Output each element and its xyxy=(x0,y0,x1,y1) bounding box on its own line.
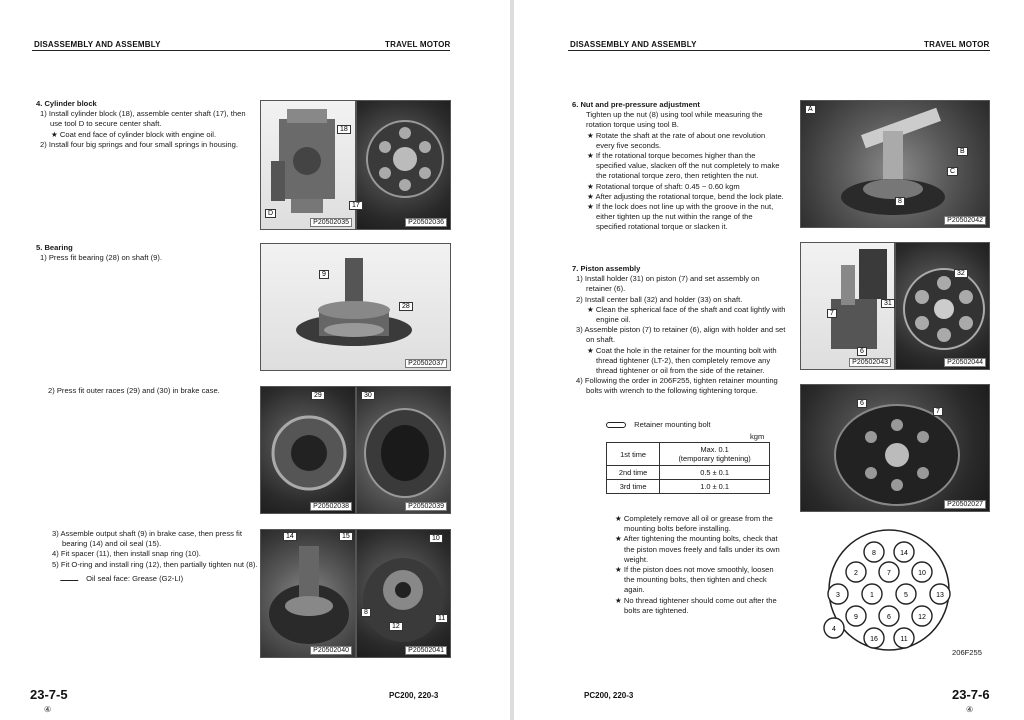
section-5-step-1: 1) Press fit bearing (28) on shaft (9). xyxy=(40,253,162,263)
section-7-title: 7. Piston assembly xyxy=(572,264,641,273)
photo-tag: 6 xyxy=(857,347,867,356)
table-cell: 1.0 ± 0.1 xyxy=(660,480,770,494)
section-7-step-4: 4) Following the order in 206F255, tighten retainer mounting bolts with wrench to the following tightening torque. xyxy=(576,376,778,396)
photo-tag: 9 xyxy=(319,270,329,279)
bolt-order-number: 4 xyxy=(832,626,836,633)
right-page xyxy=(514,0,1024,720)
page-number: 23-7-5 xyxy=(30,687,68,702)
photo-tag: 10 xyxy=(429,534,443,543)
section-7-final-notes xyxy=(600,514,786,616)
section-5-title: 5. Bearing xyxy=(36,243,73,252)
section-7-note-d: ★ No thread tightener should come out after the bolts are tightened. xyxy=(615,595,777,615)
bolt-order-number: 5 xyxy=(904,592,908,599)
grease-icon xyxy=(60,574,82,581)
section-7-step-2: 2) Install center ball (32) and holder (33) on shaft. xyxy=(576,294,743,304)
section-4-note-1: ★ Coat end face of cylinder block with engine oil. xyxy=(51,129,217,139)
section-4-step-1: 1) Install cylinder block (18), assemble center shaft (17), then use tool D to secure center shaft. xyxy=(40,109,246,129)
photo-nut xyxy=(356,529,451,658)
nut-illustration xyxy=(357,530,452,659)
left-page xyxy=(0,0,510,720)
section-6-note-3: ★ Rotational torque of shaft: 0.45 ~ 0.60 kgm xyxy=(587,181,740,191)
bolt-order-number: 14 xyxy=(900,550,908,557)
photo-tag: 11 xyxy=(435,614,448,623)
section-7-step-1: 1) Install holder (31) on piston (7) and set assembly on retainer (6). xyxy=(576,274,760,294)
photo-cylinder-top xyxy=(352,100,451,230)
section-7-note-a: ★ Completely remove all oil or grease from the mounting bolts before installing. xyxy=(615,514,773,534)
section-5-step-2: 2) Press fit outer races (29) and (30) in brake case. xyxy=(48,386,220,395)
table-cell: 0.5 ± 0.1 xyxy=(660,466,770,480)
section-5-step-3: 3) Assemble output shaft (9) in brake case, then press fit bearing (14) and oil seal (15). xyxy=(52,529,242,549)
bolt-order-number: 3 xyxy=(836,592,840,599)
bolt-label-row xyxy=(606,420,786,430)
table-row xyxy=(607,480,770,494)
header-right-section: TRAVEL MOTOR xyxy=(924,40,990,49)
section-4-title: 4. Cylinder block xyxy=(36,99,97,108)
header-rule xyxy=(32,50,450,51)
photo-tag: A xyxy=(805,105,816,114)
page-revision: ④ xyxy=(44,705,52,714)
bolt-order-diagram xyxy=(814,528,964,656)
photo-outer-race-30 xyxy=(356,386,451,514)
cylinder-illustration xyxy=(357,101,452,231)
section-4 xyxy=(36,99,248,150)
photo-bearing xyxy=(260,243,451,371)
photo-tag: 7 xyxy=(933,407,943,416)
section-7-step-3: 3) Assemble piston (7) to retainer (6), align with holder and set on shaft. xyxy=(576,325,786,345)
bolt-order-number: 6 xyxy=(887,614,891,621)
photo-output-shaft xyxy=(260,529,356,658)
photo-cylinder-block xyxy=(260,100,356,230)
section-5-step-2-block xyxy=(48,386,258,396)
photo-tag: 31 xyxy=(881,299,895,308)
section-7 xyxy=(572,264,786,397)
table-cell: 1st time xyxy=(607,443,660,466)
photo-tag: C xyxy=(947,167,958,176)
photo-tag: 7 xyxy=(827,309,837,318)
section-5 xyxy=(36,243,248,263)
section-6-intro: Tighten up the nut (8) using tool while measuring the rotation torque using tool B. xyxy=(586,110,763,130)
header-rule xyxy=(568,50,990,51)
bolt-order-number: 13 xyxy=(936,592,944,599)
torque-tool-illustration xyxy=(801,101,991,229)
photo-tag: 17 xyxy=(349,201,363,210)
photo-outer-race-29 xyxy=(260,386,356,514)
photo-retainer xyxy=(800,384,990,512)
model-label: PC200, 220-3 xyxy=(584,691,634,700)
bolt-label: Retainer mounting bolt xyxy=(634,420,711,429)
torque-wrench-icon xyxy=(606,422,626,428)
bolt-order-number: 12 xyxy=(918,614,926,621)
section-5-step-5: 5) Fit O-ring and install ring (12), then partially tighten nut (8). xyxy=(52,559,258,569)
bearing-illustration xyxy=(261,244,452,372)
oil-seal-note xyxy=(48,574,258,584)
bolt-order-number: 16 xyxy=(870,636,878,643)
section-7-note-b: ★ After tightening the mounting bolts, check that the piston moves freely and falls under its own weight. xyxy=(615,534,780,564)
bolt-order-number: 7 xyxy=(887,570,891,577)
section-6-note-2: ★ If the rotational torque becomes higher than the specified value, slacken off the nut completely to make the rotational torque zero, then retighten the nut. xyxy=(587,151,780,181)
photo-caption: P20502037 xyxy=(405,359,447,368)
header-left-title: DISASSEMBLY AND ASSEMBLY xyxy=(34,40,161,49)
bolt-order-number: 2 xyxy=(854,570,858,577)
oil-seal-text: Oil seal face: Grease (G2-LI) xyxy=(86,573,184,583)
photo-tag: D xyxy=(265,209,276,218)
retainer-illustration xyxy=(896,243,991,371)
section-6-note-1: ★ Rotate the shaft at the rate of about one revolution every five seconds. xyxy=(587,130,766,150)
photo-tag: B xyxy=(957,147,968,156)
photo-tag: 29 xyxy=(311,391,325,400)
retainer-bolts-illustration xyxy=(801,385,991,513)
photo-caption: P20502036 xyxy=(405,218,447,227)
photo-caption: P20502027 xyxy=(944,500,986,509)
bolt-order-number: 11 xyxy=(900,636,908,643)
photo-caption: P20502040 xyxy=(310,646,352,655)
photo-nut-adjust xyxy=(800,100,990,228)
diagram-label: 206F255 xyxy=(952,648,982,657)
photo-caption: P20502041 xyxy=(405,646,447,655)
table-row xyxy=(607,466,770,480)
photo-tag: 18 xyxy=(337,125,351,134)
header-left-title: DISASSEMBLY AND ASSEMBLY xyxy=(570,40,697,49)
bolt-order-number: 8 xyxy=(872,550,876,557)
table-cell: 2nd time xyxy=(607,466,660,480)
section-5-steps-3-5 xyxy=(48,529,258,584)
table-cell: Max. 0.1 (temporary tightening) xyxy=(660,443,770,466)
photo-tag: 15 xyxy=(339,532,353,541)
section-7-step-2-note: ★ Clean the spherical face of the shaft and coat lightly with engine oil. xyxy=(587,304,786,325)
bolt-order-number: 1 xyxy=(870,592,874,599)
section-7-step-3-note: ★ Coat the hole in the retainer for the mounting bolt with thread tightener (LT-2), then completely remove any thread tightener or oil from the side of the retainer. xyxy=(587,345,777,376)
table-row xyxy=(607,443,770,466)
section-5-step-4: 4) Fit spacer (11), then install snap ring (10). xyxy=(52,549,201,559)
photo-tag: 8 xyxy=(361,608,371,617)
photo-caption: P20502038 xyxy=(310,502,352,511)
page-revision: ④ xyxy=(966,705,974,714)
section-6-note-5: ★ If the lock does not line up with the groove in the nut, either tighten up the nut within the range of the specified rotational torque or slacken it. xyxy=(587,202,774,232)
model-label: PC200, 220-3 xyxy=(389,691,439,700)
photo-tag: 32 xyxy=(954,269,968,278)
section-6 xyxy=(572,100,784,233)
section-4-step-2: 2) Install four big springs and four small springs in housing. xyxy=(40,139,238,149)
photo-tag: 14 xyxy=(283,532,297,541)
photo-caption: P20502039 xyxy=(405,502,447,511)
photo-piston-holder xyxy=(800,242,895,370)
section-6-title: 6. Nut and pre-pressure adjustment xyxy=(572,100,700,109)
photo-tag: 12 xyxy=(389,622,403,631)
header-left-section: TRAVEL MOTOR xyxy=(385,40,451,49)
page-number: 23-7-6 xyxy=(952,687,990,702)
race-illustration xyxy=(357,387,452,515)
photo-caption: P20502042 xyxy=(944,216,986,225)
photo-caption: P20502044 xyxy=(944,358,986,367)
section-7-note-c: ★ If the piston does not move smoothly, loosen the mounting bolts, then tighten and check again. xyxy=(615,565,774,595)
torque-table xyxy=(606,442,770,494)
photo-tag: 30 xyxy=(361,391,375,400)
photo-tag: 8 xyxy=(895,197,905,206)
section-6-note-4: ★ After adjusting the rotational torque, bend the lock plate. xyxy=(587,191,784,201)
photo-tag: 6 xyxy=(857,399,867,408)
unit-label: kgm xyxy=(750,432,765,441)
race-illustration xyxy=(261,387,357,515)
bolt-order-number: 9 xyxy=(854,614,858,621)
photo-caption: P20502035 xyxy=(310,218,352,227)
photo-caption: P20502043 xyxy=(849,358,891,367)
shaft-illustration xyxy=(261,530,357,659)
photo-center-ball xyxy=(895,242,990,370)
bolt-order-number: 10 xyxy=(918,570,926,577)
table-cell: 3rd time xyxy=(607,480,660,494)
photo-tag: 28 xyxy=(399,302,413,311)
